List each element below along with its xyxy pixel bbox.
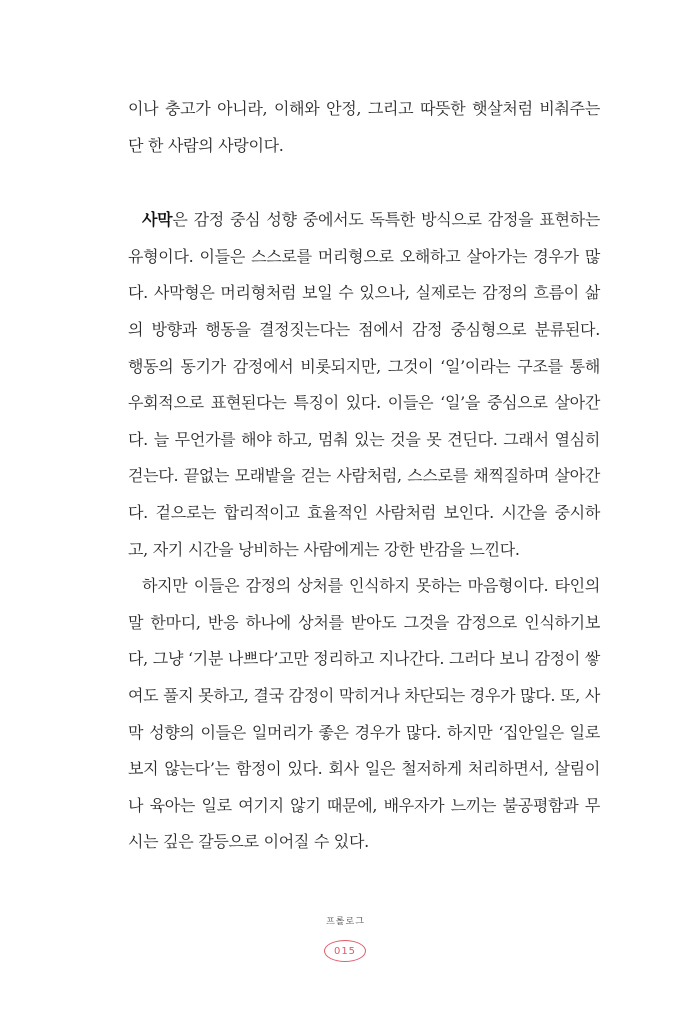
text-line: 막 성향의 이들은 일머리가 좋은 경우가 많다. 하지만 ‘집안일은 일로 (128, 722, 600, 742)
text-line: 하지만 이들은 감정의 상처를 인식하지 못하는 마음형이다. 타인의 (142, 576, 600, 596)
text-line: 행동의 동기가 감정에서 비롯되지만, 그것이 ‘일’이라는 구조를 통해 (128, 356, 600, 376)
text-line: 고, 자기 시간을 낭비하는 사람에게는 강한 반감을 느낀다. (128, 539, 520, 559)
page-body (128, 91, 600, 861)
page-number: 015 (324, 940, 366, 962)
paragraph-gap (128, 164, 600, 202)
text-line: 나 육아는 일로 여기지 않기 때문에, 배우자가 느끼는 불공평함과 무 (128, 795, 600, 815)
keyword-bold: 사막 (142, 210, 173, 230)
text-line: 의 방향과 행동을 결정짓는다는 점에서 감정 중심형으로 분류된다. (128, 319, 600, 339)
text-line: 말 한마디, 반응 하나에 상처를 받아도 그것을 감정으로 인식하기보 (128, 612, 600, 632)
text-line: 시는 깊은 갈등으로 이어질 수 있다. (128, 832, 369, 852)
footer-section-title: 프롤로그 (326, 917, 365, 927)
text-line: 다. 겉으로는 합리적이고 효율적인 사람처럼 보인다. 시간을 중시하 (128, 502, 600, 522)
paragraph-2 (128, 202, 600, 568)
text-line: 걷는다. 끝없는 모래밭을 걷는 사람처럼, 스스로를 채찍질하며 살아간 (128, 466, 600, 486)
text-line: 이나 충고가 아니라, 이해와 안정, 그리고 따뜻한 햇살처럼 비춰주는 (128, 99, 600, 118)
text-line: 다. 늘 무언가를 해야 하고, 멈춰 있는 것을 못 견딘다. 그래서 열심히 (128, 429, 600, 449)
text-line: 다. 사막형은 머리형처럼 보일 수 있으나, 실제로는 감정의 흐름이 삶 (128, 283, 600, 303)
text-line: 유형이다. 이들은 스스로를 머리형으로 오해하고 살아가는 경우가 많 (128, 246, 600, 266)
text-line: 보지 않는다’는 함정이 있다. 회사 일은 철저하게 처리하면서, 살림이 (128, 759, 600, 779)
paragraph-1 (128, 91, 600, 164)
text-line: 우회적으로 표현된다는 특징이 있다. 이들은 ‘일’을 중심으로 살아간 (128, 393, 600, 413)
text-line (128, 202, 600, 239)
text-line: 여도 풀지 못하고, 결국 감정이 막히거나 차단되는 경우가 많다. 또, 사 (128, 685, 600, 705)
text-fragment: 은 감정 중심 성향 중에서도 독특한 방식으로 감정을 표현하는 (172, 210, 600, 230)
paragraph-3 (128, 568, 600, 861)
text-line: 다, 그냥 ‘기분 나쁘다’고만 정리하고 지나간다. 그러다 보니 감정이 쌓 (128, 649, 600, 669)
text-line: 단 한 사람의 사랑이다. (128, 135, 284, 155)
